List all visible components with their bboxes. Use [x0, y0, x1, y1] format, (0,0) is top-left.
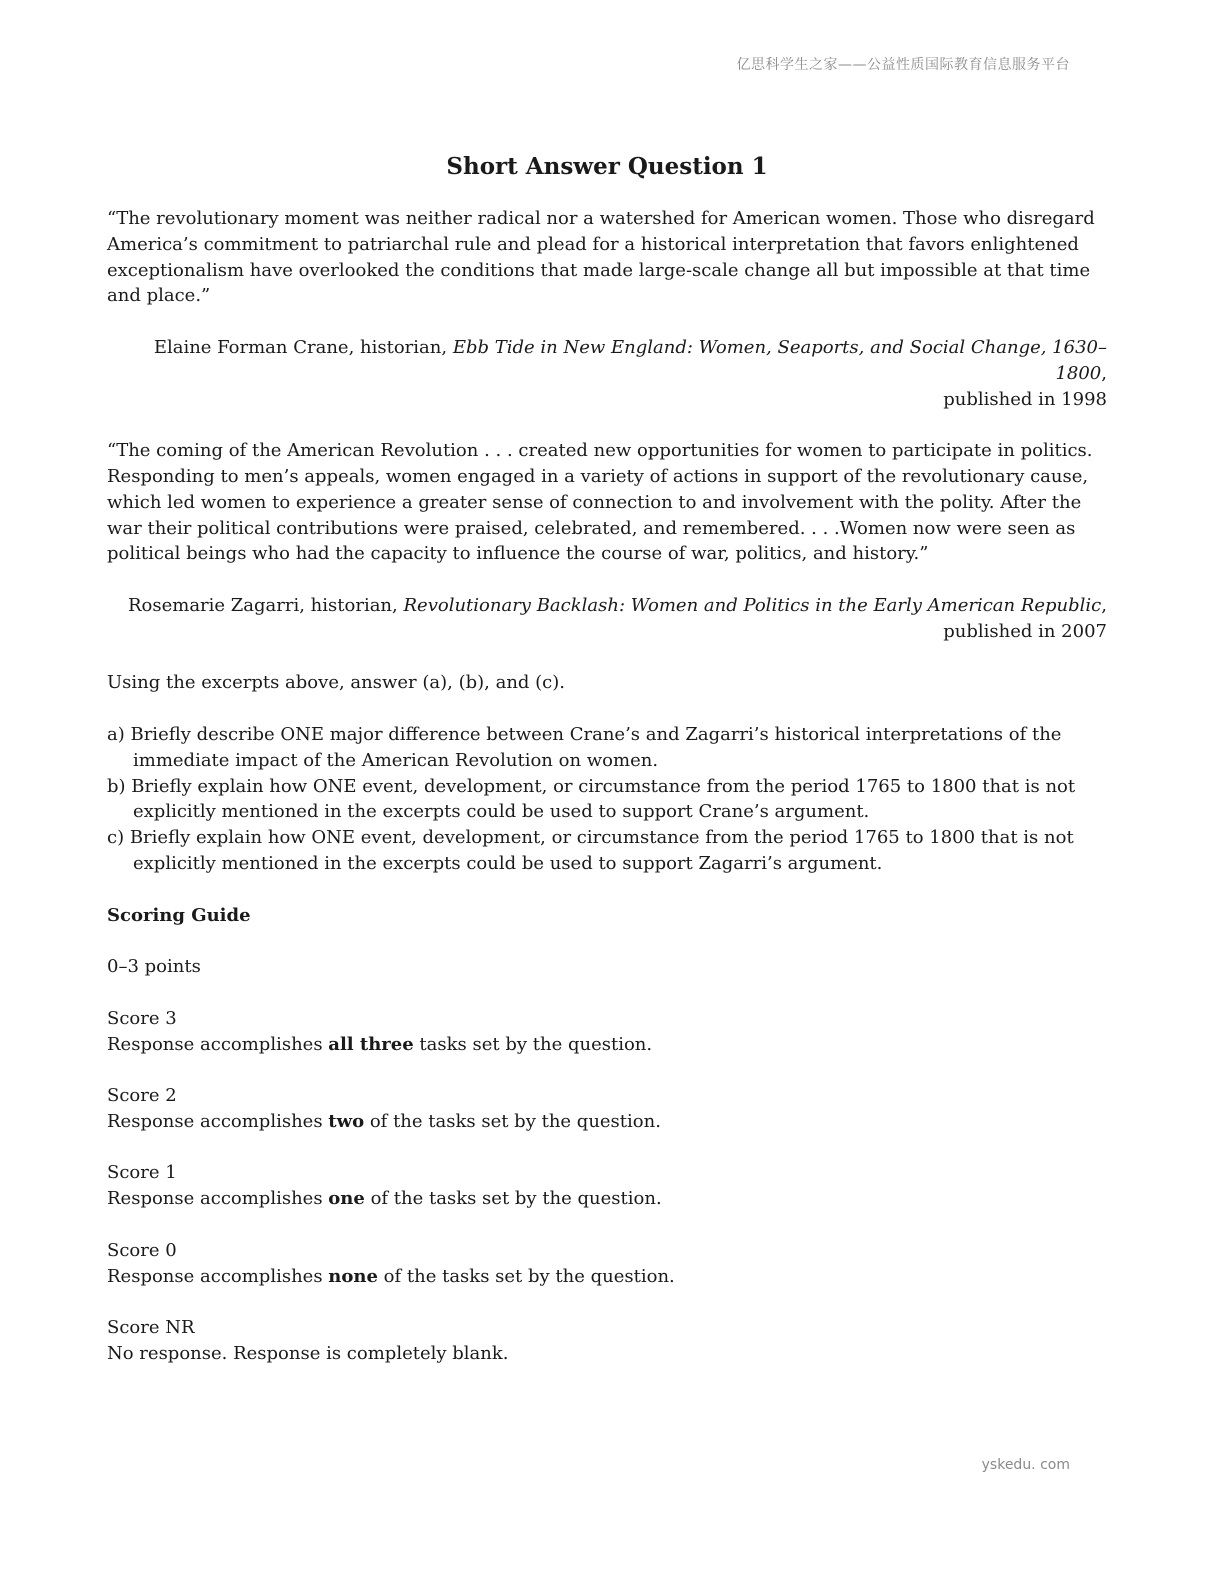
score-0-label: Score 0 [107, 1239, 177, 1261]
page-title: Short Answer Question 1 [446, 153, 768, 180]
score-1-description: Response accomplishes one of the tasks set by the question. [107, 1188, 662, 1210]
task-a: a) Briefly describe ONE major difference between Crane’s and Zagarri’s historical interpretations of the immediate impact of the American Revolution on women. [107, 723, 1062, 771]
scoring-guide-heading: Scoring Guide [107, 904, 251, 926]
score-1-label: Score 1 [107, 1162, 177, 1184]
score-2-description: Response accomplishes two of the tasks set by the question. [107, 1110, 661, 1132]
footer-watermark: yskedu. com [981, 1457, 1070, 1473]
task-c: c) Briefly explain how ONE event, development, or circumstance from the period 1765 to 1800 that is not explicitly mentioned in the excerpts could be used to support Zagarri’s argument. [107, 827, 1074, 874]
score-nr-description: No response. Response is completely blank. [107, 1343, 509, 1365]
instructions: Using the excerpts above, answer (a), (b), and (c). [107, 672, 566, 694]
score-2-block [107, 1083, 1107, 1135]
excerpt-2-comma: , [1101, 594, 1107, 616]
excerpt-2-published: published in 2007 [943, 620, 1107, 642]
score-0-block [107, 1238, 1107, 1290]
scoring-range: 0–3 points [107, 956, 201, 978]
excerpt-2-book-title: Revolutionary Backlash: Women and Politics in the Early American Republic [403, 594, 1102, 616]
score-3-description: Response accomplishes all three tasks set by the question. [107, 1033, 653, 1055]
task-b: b) Briefly explain how ONE event, development, or circumstance from the period 1765 to 1800 that is not explicitly mentioned in the excerpts could be used to support Crane’s argument. [107, 775, 1076, 823]
excerpt-1-book-title: Ebb Tide in New England: Women, Seaports, and Social Change, 1630–1800 [452, 336, 1107, 384]
excerpt-2-attribution [107, 593, 1107, 645]
excerpt-1-published: published in 1998 [943, 388, 1107, 410]
score-0-description: Response accomplishes none of the tasks set by the question. [107, 1265, 675, 1287]
excerpt-1-author: Elaine Forman Crane, historian, [153, 336, 453, 358]
score-nr-label: Score NR [107, 1317, 195, 1339]
score-1-block [107, 1160, 1107, 1212]
excerpt-1-text: “The revolutionary moment was neither radical nor a watershed for American women. Those who disregard America’s commitment to patriarchal rule and plead for a historical interpretation that favors enlightened exceptionalism have overlooked the conditions that made large-scale change all but impossible at that time and place.” [107, 208, 1095, 307]
excerpt-2-text: “The coming of the American Revolution . . . created new opportunities for women to participate in politics. Responding to men’s appeals, women engaged in a variety of actions in support of the revolutionary cause, which led women to experience a greater sense of connection to and involvement with the polity. After the war their political contributions were praised, celebrated, and remembered. . . .Women now were seen as political beings who had the capacity to influence the course of war, politics, and history.” [107, 440, 1093, 565]
score-3-block [107, 1006, 1107, 1058]
excerpt-1-comma: , [1101, 362, 1107, 384]
document-body [107, 152, 1107, 1393]
score-nr-block [107, 1315, 1107, 1367]
task-list [107, 722, 1107, 877]
score-2-label: Score 2 [107, 1085, 177, 1107]
header-watermark: 亿思科学生之家——公益性质国际教育信息服务平台 [736, 57, 1070, 73]
excerpt-2-author: Rosemarie Zagarri, historian, [127, 594, 404, 616]
excerpt-1-attribution [107, 335, 1107, 412]
score-3-label: Score 3 [107, 1007, 177, 1029]
